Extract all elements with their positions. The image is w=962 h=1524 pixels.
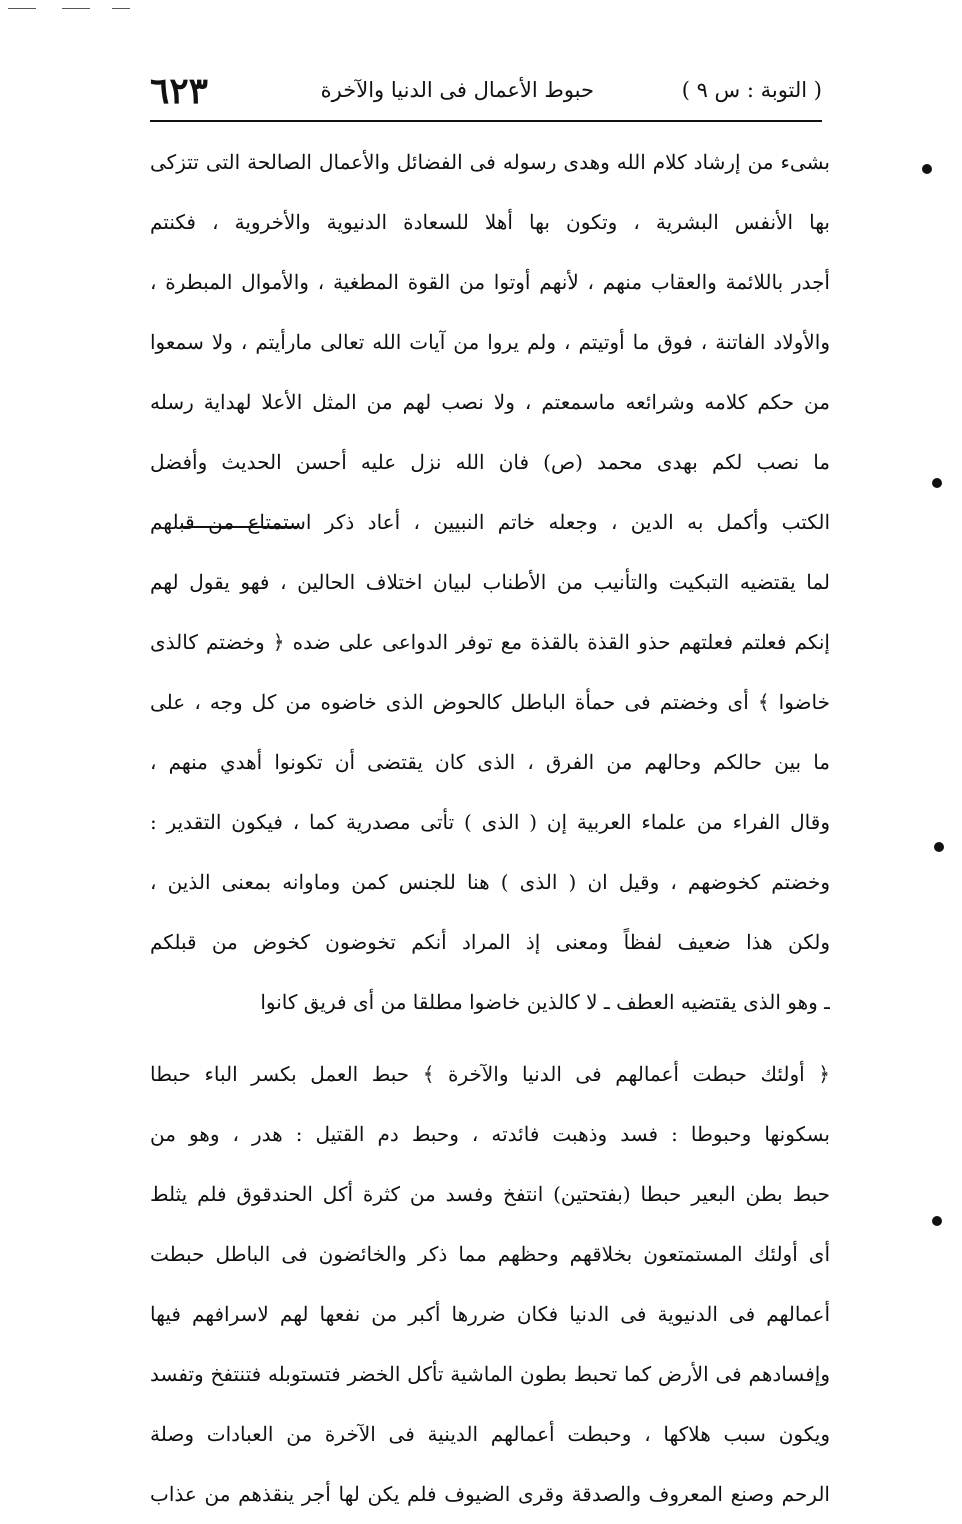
page-number: ٦٢٣ bbox=[150, 70, 209, 112]
text-line: ما نصب لكم بهدى محمد (ص) فان الله نزل عليه أحسن الحديث وأفضل bbox=[150, 450, 830, 474]
text-line: وخضتم كخوضهم ، وقيل ان ( الذى ) هنا للجنس كمن وماوانه بمعنى الذين ، bbox=[150, 870, 830, 894]
text-line: لما يقتضيه التبكيت والتأنيب من الأطناب لبيان اختلاف الحالين ، فهو يقول لهم bbox=[150, 570, 830, 594]
text-line: إنكم فعلتم فعلتهم حذو القذة بالقذة مع توفر الدواعى على ضده ﴿ وخضتم كالذى bbox=[150, 630, 830, 654]
scan-mark bbox=[62, 8, 90, 9]
binding-hole bbox=[932, 478, 942, 488]
text-line: حبط بطن البعير حبطا (بفتحتين) انتفخ وفسد من كثرة أكل الحندقوق فلم يثلط bbox=[150, 1182, 830, 1206]
text-line: ﴿ أولئك حبطت أعمالهم فى الدنيا والآخرة ﴾ حبط العمل بكسر الباء حبطا bbox=[150, 1062, 830, 1086]
text-line: بها الأنفس البشرية ، وتكون بها أهلا للسعادة الدنيوية والأخروية ، فكنتم bbox=[150, 210, 830, 234]
binding-hole bbox=[932, 1216, 942, 1226]
text-line: الكتب وأكمل به الدين ، وجعله خاتم النبيين ، أعاد ذكر استمتاع من قبلهم bbox=[150, 510, 830, 534]
text-line: بسكونها وحبوطا : فسد وذهبت فائدته ، وحبط دم القتيل : هدر ، وهو من bbox=[150, 1122, 830, 1146]
header-rule bbox=[150, 120, 822, 122]
text-line: والأولاد الفاتنة ، فوق ما أوتيتم ، ولم يروا من آيات الله تعالى مارأيتم ، ولا سمعوا bbox=[150, 330, 830, 354]
paragraph bbox=[150, 1044, 830, 1524]
page-header bbox=[150, 68, 822, 116]
text-line: أى أولئك المستمتعون بخلاقهم وحظهم مما ذكر والخائضون فى الباطل حبطت bbox=[150, 1242, 830, 1266]
paragraph-gap bbox=[150, 1032, 830, 1044]
scan-mark bbox=[112, 8, 130, 9]
surah-reference: ( التوبة : س ٩ ) bbox=[681, 78, 822, 102]
text-line: بشىء من إرشاد كلام الله وهدى رسوله فى الفضائل والأعمال الصالحة التى تتزكى bbox=[150, 150, 830, 174]
scan-mark bbox=[8, 8, 36, 9]
text-line: وإفسادهم فى الأرض كما تحبط بطون الماشية تأكل الخضر فتستوبله فتنتفخ وتفسد bbox=[150, 1362, 830, 1386]
body-text bbox=[150, 132, 830, 1524]
text-line: أعمالهم فى الدنيوية فى الدنيا فكان ضررها أكبر من نفعها لهم لاسرافهم فيها bbox=[150, 1302, 830, 1326]
text-line: الرحم وصنع المعروف والصدقة وقرى الضيوف فلم يكن لها أجر ينقذهم من عذاب bbox=[150, 1482, 830, 1506]
text-line: ويكون سبب هلاكها ، وحبطت أعمالهم الدينية فى الآخرة من العبادات وصلة bbox=[150, 1422, 830, 1446]
binding-hole bbox=[934, 842, 944, 852]
text-line: من حكم كلامه وشرائعه ماسمعتم ، ولا نصب لهم من المثل الأعلا لهداية رسله bbox=[150, 390, 830, 414]
paragraph bbox=[150, 132, 830, 1032]
text-line: ما بين حالكم وحالهم من الفرق ، الذى كان يقتضى أن تكونوا أهدي منهم ، bbox=[150, 750, 830, 774]
text-line: ـ وهو الذى يقتضيه العطف ـ لا كالذين خاضوا مطلقا من أى فريق كانوا bbox=[260, 990, 830, 1014]
text-line: أجدر باللائمة والعقاب منهم ، لأنهم أوتوا من القوة المطغية ، والأموال المبطرة ، bbox=[150, 270, 830, 294]
text-line: خاضوا ﴾ أى وخضتم فى حمأة الباطل كالحوض الذى خاضوه من كل وجه ، على bbox=[150, 690, 830, 714]
binding-hole bbox=[922, 164, 932, 174]
text-line: ولكن هذا ضعيف لفظاً ومعنى إذ المراد أنكم تخوضون كخوض من قبلكم bbox=[150, 930, 830, 954]
text-line: وقال الفراء من علماء العربية إن ( الذى ) تأتى مصدرية كما ، فيكون التقدير : bbox=[150, 810, 830, 834]
running-title: حبوط الأعمال فى الدنيا والآخرة bbox=[320, 78, 594, 102]
scan-edge-marks bbox=[0, 8, 962, 12]
